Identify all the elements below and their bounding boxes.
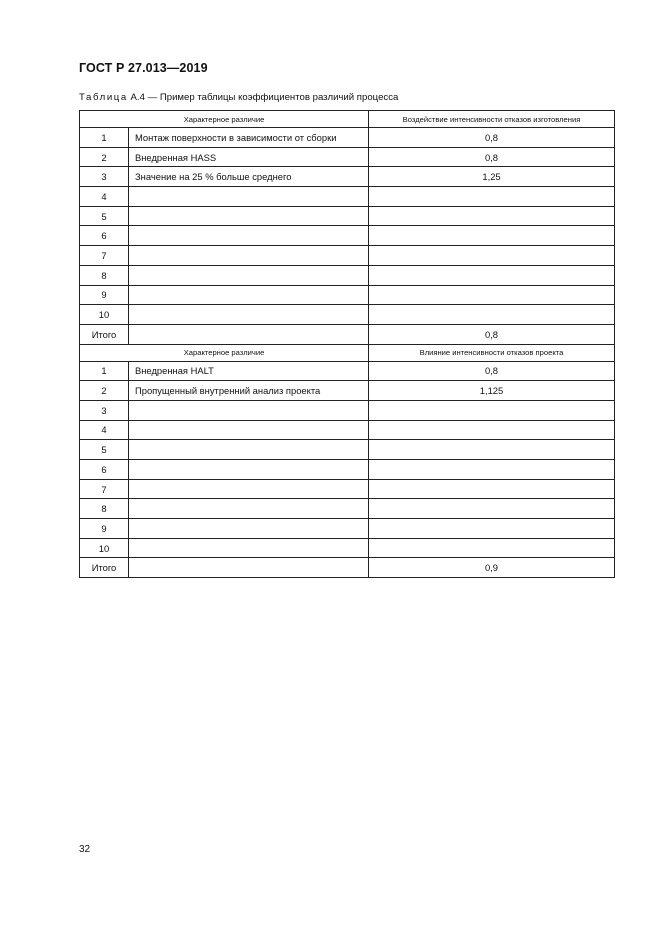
row-description: Внедренная HALT (129, 361, 369, 381)
caption-number: А.4 (130, 92, 145, 103)
row-number: 1 (80, 361, 129, 381)
row-description (129, 420, 369, 440)
row-number: 6 (80, 226, 129, 246)
total-label: Итого (80, 324, 129, 344)
caption-text: Пример таблицы коэффициентов различий процесса (159, 92, 399, 103)
section1-col1-header: Характерное различие (80, 111, 369, 128)
table-row (80, 206, 615, 226)
table-row (80, 226, 615, 246)
row-number: 4 (80, 420, 129, 440)
row-value (369, 265, 615, 285)
section1-col2-header: Воздействие интенсивности отказов изготовления (369, 111, 615, 128)
row-description (129, 206, 369, 226)
section2-col1-header: Характерное различие (80, 344, 369, 361)
row-description (129, 499, 369, 519)
row-number: 6 (80, 460, 129, 480)
row-description (129, 460, 369, 480)
row-number: 10 (80, 538, 129, 558)
row-number: 8 (80, 499, 129, 519)
row-value (369, 420, 615, 440)
table-row (80, 499, 615, 519)
row-number: 3 (80, 400, 129, 420)
row-value: 0,8 (369, 147, 615, 167)
caption-dash: — (147, 92, 158, 103)
row-value: 1,125 (369, 381, 615, 401)
table-row (80, 460, 615, 480)
row-number: 2 (80, 147, 129, 167)
row-value (369, 246, 615, 266)
row-description (129, 305, 369, 325)
row-value: 1,25 (369, 167, 615, 187)
caption-label: Таблица (79, 92, 128, 103)
row-number: 3 (80, 167, 129, 187)
total-label: Итого (80, 558, 129, 578)
row-number: 7 (80, 479, 129, 499)
row-value (369, 519, 615, 539)
row-number: 9 (80, 519, 129, 539)
total-value: 0,8 (369, 324, 615, 344)
row-value (369, 305, 615, 325)
row-number: 7 (80, 246, 129, 266)
row-number: 10 (80, 305, 129, 325)
section2-col2-header: Влияние интенсивности отказов проекта (369, 344, 615, 361)
page-number: 32 (79, 844, 91, 855)
total-description (129, 558, 369, 578)
table-row (80, 285, 615, 305)
row-value: 0,8 (369, 128, 615, 148)
section1-total-row (80, 324, 615, 344)
table-row (80, 246, 615, 266)
row-number: 9 (80, 285, 129, 305)
section2-total-row (80, 558, 615, 578)
row-description (129, 226, 369, 246)
table-row (80, 420, 615, 440)
row-value (369, 206, 615, 226)
table-row (80, 187, 615, 207)
row-value (369, 440, 615, 460)
row-description (129, 479, 369, 499)
table-row (80, 479, 615, 499)
table-row (80, 265, 615, 285)
row-description (129, 538, 369, 558)
table-row (80, 147, 615, 167)
row-number: 8 (80, 265, 129, 285)
table-row (80, 538, 615, 558)
coefficients-table (79, 110, 615, 578)
table-row (80, 305, 615, 325)
table-row (80, 167, 615, 187)
row-value (369, 187, 615, 207)
row-description: Внедренная HASS (129, 147, 369, 167)
row-description (129, 187, 369, 207)
row-description (129, 519, 369, 539)
row-description (129, 265, 369, 285)
table-row (80, 440, 615, 460)
table-row (80, 400, 615, 420)
row-value (369, 499, 615, 519)
table-row (80, 519, 615, 539)
table-row (80, 381, 615, 401)
table-row (80, 128, 615, 148)
total-value: 0,9 (369, 558, 615, 578)
table-caption (79, 92, 398, 103)
row-description: Пропущенный внутренний анализ проекта (129, 381, 369, 401)
section2-header-row (80, 344, 615, 361)
row-value (369, 479, 615, 499)
row-description (129, 400, 369, 420)
row-number: 2 (80, 381, 129, 401)
row-description (129, 285, 369, 305)
row-description (129, 440, 369, 460)
row-description: Монтаж поверхности в зависимости от сборки (129, 128, 369, 148)
row-value (369, 285, 615, 305)
row-number: 1 (80, 128, 129, 148)
total-description (129, 324, 369, 344)
document-standard-title: ГОСТ Р 27.013—2019 (79, 61, 208, 75)
row-value (369, 460, 615, 480)
row-description (129, 246, 369, 266)
row-number: 4 (80, 187, 129, 207)
section1-header-row (80, 111, 615, 128)
row-number: 5 (80, 440, 129, 460)
row-value (369, 400, 615, 420)
table-row (80, 361, 615, 381)
row-value: 0,8 (369, 361, 615, 381)
row-description: Значение на 25 % больше среднего (129, 167, 369, 187)
row-value (369, 226, 615, 246)
row-number: 5 (80, 206, 129, 226)
row-value (369, 538, 615, 558)
